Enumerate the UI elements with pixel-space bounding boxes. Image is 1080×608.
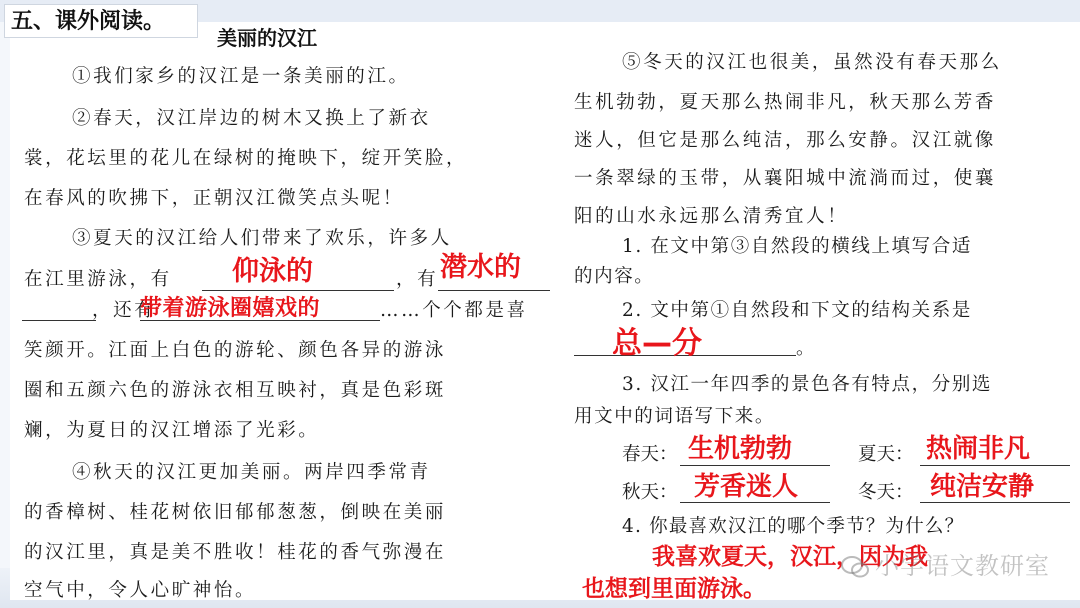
paragraph-3-line-4: 笑颜开。江面上白色的游轮、颜色各异的游泳 (24, 340, 447, 361)
question-1-line-2: 的内容。 (574, 266, 655, 287)
paragraph-4-line-2: 的香樟树、桂花树依旧郁郁葱葱，倒映在美丽 (24, 502, 447, 523)
paragraph-5-line-4: 一条翠绿的玉带，从襄阳城中流淌而过，使襄 (574, 168, 997, 189)
answer-winter: 纯洁安静 (930, 472, 1035, 502)
paragraph-5-line-5: 阳的山水永远那么清秀宜人！ (574, 206, 849, 227)
paragraph-2-line-3: 在春风的吹拂下，正朝汉江微笑点头呢！ (24, 188, 404, 209)
paragraph-3-line-1: ③夏天的汉江给人们带来了欢乐，许多人 (72, 228, 452, 249)
winter-label: 冬天： (858, 482, 914, 503)
question-2-line-2: 。 (796, 338, 818, 359)
answer-autumn: 芳香迷人 (694, 472, 799, 502)
answer-question-2: 总—分 (612, 326, 702, 361)
paragraph-3-line-2b: ，有 (396, 269, 439, 290)
paragraph-3-line-3b: ……个个都是喜 (380, 300, 528, 321)
paragraph-2-line-1: ②春天，汉江岸边的树木又换上了新衣 (72, 108, 431, 129)
paragraph-3-line-3a: ，还有 (92, 300, 156, 321)
question-4: 4. 你最喜欢汉江的哪个季节？为什么？ (622, 516, 965, 537)
question-1-line-1: 1. 在文中第③自然段的横线上填写合适 (622, 236, 972, 257)
blank-2-line (438, 290, 550, 291)
paragraph-5-line-1: ⑤冬天的汉江也很美，虽然没有春天那么 (622, 52, 1002, 73)
paragraph-5-line-2: 生机勃勃，夏天那么热闹非凡，秋天那么芳香 (574, 92, 997, 113)
paragraph-4-line-1: ④秋天的汉江更加美丽。两岸四季常青 (72, 462, 431, 483)
section-title: 五、课外阅读。 (4, 4, 198, 38)
question-3-line-1: 3. 汉江一年四季的景色各有特点，分别选 (622, 374, 993, 395)
wechat-icon (841, 556, 869, 578)
watermark (841, 546, 1050, 581)
paragraph-3-line-6: 斓，为夏日的汉江增添了光彩。 (24, 420, 320, 441)
paragraph-2-line-2: 裳，花坛里的花儿在绿树的掩映下，绽开笑脸， (24, 148, 468, 169)
answer-blank-1: 仰泳的 (232, 256, 313, 287)
paragraph-3-line-5: 圈和五颜六色的游泳衣相互映衬，真是色彩斑 (24, 380, 447, 401)
question-3-line-2: 用文中的词语写下来。 (574, 406, 776, 427)
passage-title: 美丽的汉江 (217, 26, 317, 50)
answer-summer: 热闹非凡 (926, 434, 1031, 464)
spring-label: 春天： (622, 444, 678, 465)
autumn-label: 秋天： (622, 482, 678, 503)
summer-label: 夏天： (858, 444, 914, 465)
paragraph-4-line-3: 的汉江里，真是美不胜收！桂花的香气弥漫在 (24, 542, 447, 563)
blank-3-line-a (22, 320, 96, 321)
question-2-line-1: 2. 文中第①自然段和下文的结构关系是 (622, 300, 972, 321)
paragraph-4-line-4: 空气中，令人心旷神怡。 (24, 580, 257, 601)
answer-question-4-line-2: 也想到里面游泳。 (582, 576, 766, 602)
paragraph-3-line-2a: 在江里游泳，有 (24, 269, 172, 290)
paragraph-1: ①我们家乡的汉江是一条美丽的江。 (72, 66, 410, 87)
answer-blank-3: 带着游泳圈嬉戏的 (140, 296, 321, 321)
answer-question-4-line-1: 我喜欢夏天，汉江，因为我 (652, 544, 928, 570)
answer-spring: 生机勃勃 (688, 434, 793, 464)
paragraph-5-line-3: 迷人，但它是那么纯洁，那么安静。汉江就像 (574, 130, 997, 151)
watermark-text: 小学语文教研室 (875, 552, 1050, 580)
answer-blank-2: 潜水的 (440, 252, 521, 283)
